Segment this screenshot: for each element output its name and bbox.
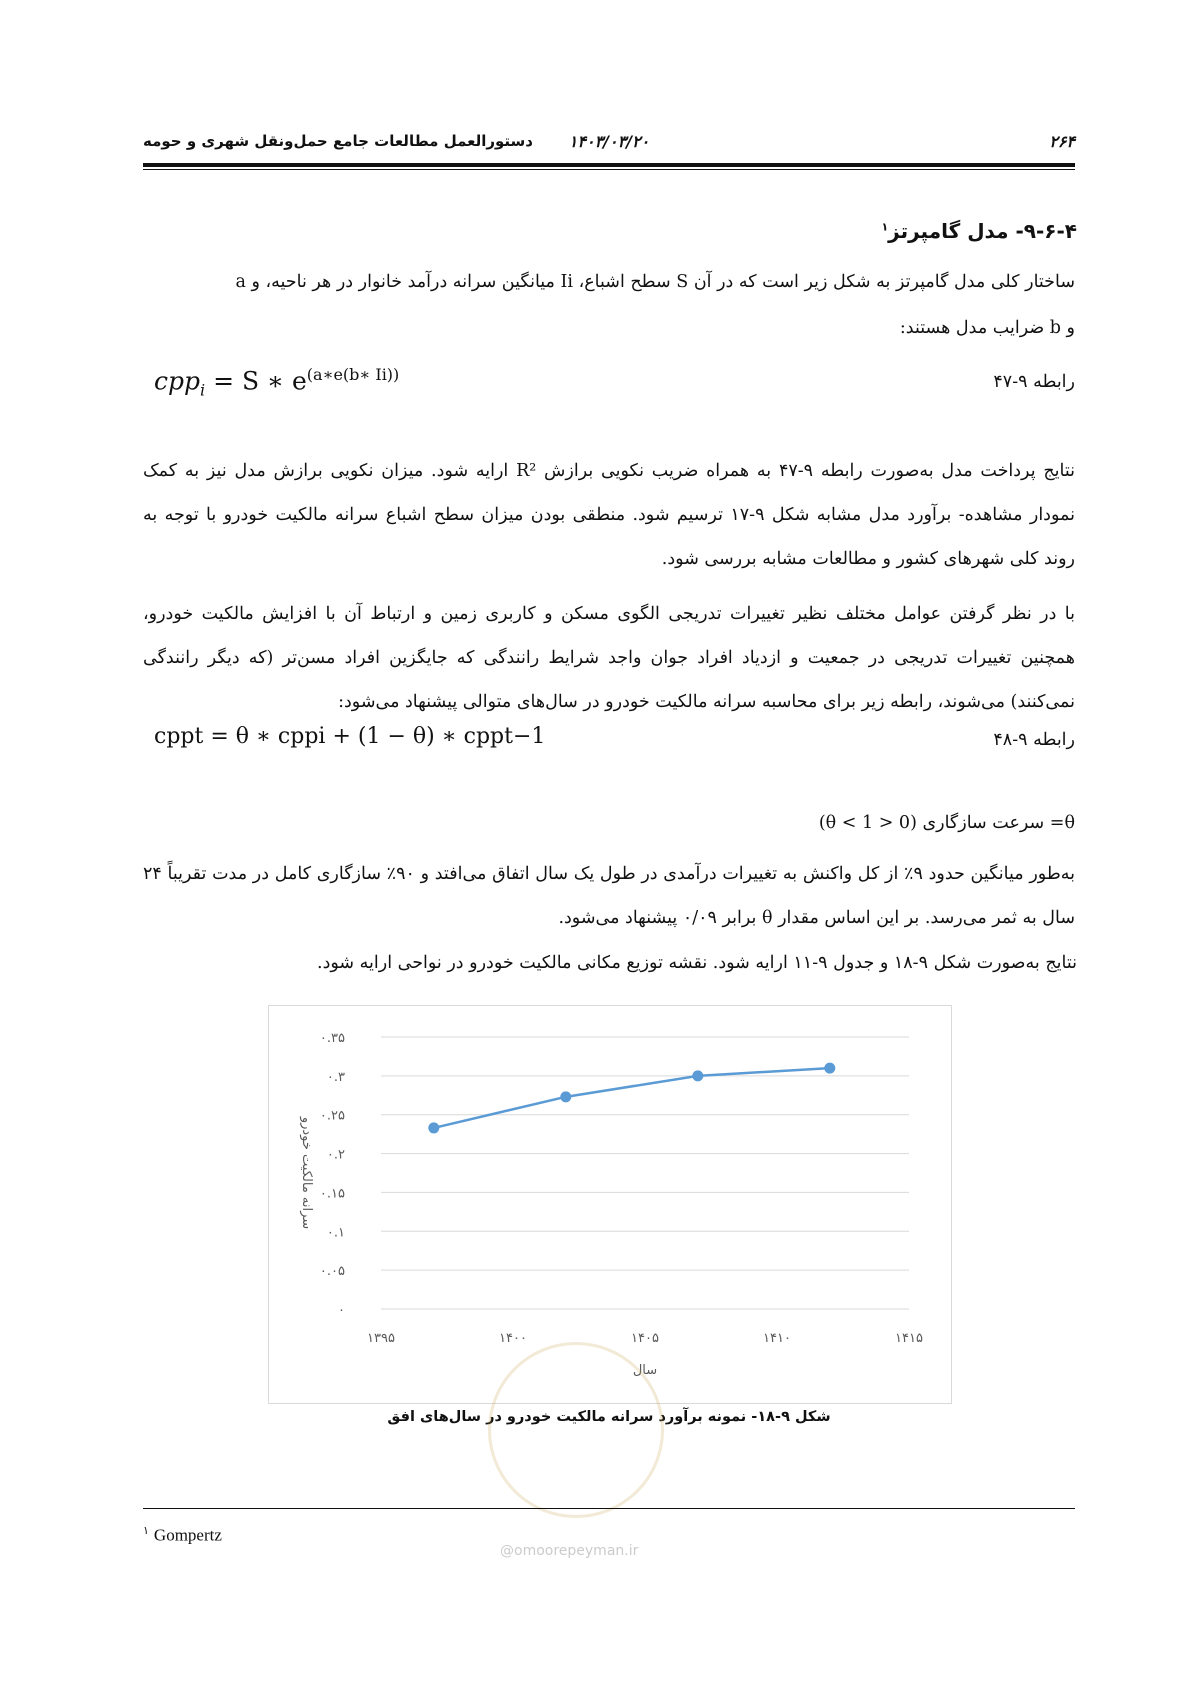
footnote-rule — [143, 1508, 1075, 1509]
watermark-seal — [488, 1342, 664, 1518]
y-tick-label: ۰.۳۵ — [319, 1031, 345, 1046]
paragraph-3: با در نظر گرفتن عوامل مختلف نظیر تغییرات تدریجی الگوی مسکن و کاربری زمین و ارتباط آن با افزایش مالکیت خودرو، همچنین تغییرات تدریجی در جمعیت و ازدیاد افراد جوان واجد شرایط رانندگی که جایگزین افراد مسن‌تر (که دیگر رانندگی نمی‌کنند) می‌شوند، رابطه زیر برای محاسبه سرانه مالکیت خودرو در سال‌های متوالی پیشنهاد می‌شود: — [143, 604, 1075, 712]
y-tick-label: ۰.۱ — [326, 1225, 345, 1241]
equation-48: cppt = θ ∗ cppi + (1 − θ) ∗ cppt−1 — [154, 724, 546, 749]
data-point — [824, 1063, 835, 1074]
y-tick-label: ۰.۲۵ — [319, 1108, 345, 1124]
section-heading — [881, 219, 1077, 243]
eq47-lhs: cpp — [154, 366, 201, 396]
series-line — [434, 1068, 830, 1128]
footnote-text: Gompertz — [153, 1525, 222, 1545]
footnote — [143, 1524, 222, 1546]
theta-definition: θ= سرعت سازگاری (0 < θ < 1) — [818, 813, 1075, 833]
paragraph-4: به‌طور میانگین حدود ۹٪ از کل واکنش به تغییرات درآمدی در طول یک سال اتفاق می‌افتد و ۹۰٪ سازگاری کامل در مدت تقریباً ۲۴ سال به ثمر می‌رسد. بر این اساس مقدار θ برابر ۰/۰۹ پیشنهاد می‌شود. — [143, 864, 1076, 928]
y-tick-label: ۰.۳ — [326, 1069, 345, 1085]
eq47-rhs: = S ∗ e — [213, 366, 307, 396]
footnote-mark: ۱ — [143, 1525, 149, 1537]
equation-48-label: رابطه ۹-۴۸ — [993, 730, 1075, 750]
equation-47-label: رابطه ۹-۴۷ — [993, 372, 1075, 392]
y-tick-label: ۰.۰۵ — [319, 1264, 345, 1280]
x-tick-label: ۱۴۱۵ — [895, 1331, 923, 1346]
header-rule — [143, 163, 1075, 167]
paragraph-1-line-1: ساختار کلی مدل گامپرتز به شکل زیر است که در آن S سطح اشباع، Ii میانگین سرانه درآمد خانوار در هر ناحیه، و a — [235, 272, 1075, 292]
header-date: ۱۴۰۳/۰۳/۲۰ — [568, 132, 650, 151]
page-header — [143, 128, 1075, 158]
paragraph-2: نتایج پرداخت مدل به‌صورت رابطه ۹-۴۷ به همراه ضریب نکویی برازش R² ارایه شود. میزان نکویی برازش مدل نیز به کمک نمودار مشاهده- برآورد مدل مشابه شکل ۹-۱۷ ترسیم شود. منطقی بودن میزان سطح اشباع سرانه مالکیت خودرو با توجه به روند کلی شهرهای کشور و مطالعات مشابه بررسی شود. — [143, 461, 1075, 569]
eq47-sub: i — [200, 380, 206, 400]
header-rule-thin — [143, 169, 1075, 170]
x-axis-label: سال — [632, 1363, 658, 1378]
y-tick-label: ۰.۱۵ — [319, 1186, 345, 1202]
header-title: دستورالعمل مطالعات جامع حمل‌ونقل شهری و حومه — [143, 132, 533, 150]
x-tick-label: ۱۴۰۰ — [499, 1331, 527, 1346]
data-point — [428, 1122, 439, 1133]
section-footnote-mark: ۱ — [881, 220, 889, 234]
eq47-exponent: (a∗e(b∗ Ii)) — [306, 365, 400, 384]
y-tick-label: ۰ — [338, 1303, 345, 1318]
line-chart — [269, 1006, 951, 1403]
x-tick-label: ۱۳۹۵ — [367, 1331, 395, 1346]
section-title: ۹-۶-۴- مدل گامپرتز — [888, 219, 1077, 243]
y-axis-label: سرانه مالکیت خودرو — [299, 1116, 314, 1230]
page-number: ۲۶۴ — [1049, 132, 1075, 151]
x-tick-label: ۱۴۱۰ — [763, 1331, 791, 1346]
y-tick-label: ۰.۲ — [326, 1147, 345, 1163]
data-point — [692, 1070, 703, 1081]
data-point — [560, 1091, 571, 1102]
chart-figure — [268, 1005, 952, 1404]
figure-caption: شکل ۹-۱۸- نمونه برآورد سرانه مالکیت خودرو در سال‌های افق — [387, 1409, 831, 1425]
x-tick-label: ۱۴۰۵ — [631, 1331, 659, 1346]
paragraph-1-line-2: و b ضرایب مدل هستند: — [899, 318, 1075, 338]
paragraph-5: نتایج به‌صورت شکل ۹-۱۸ و جدول ۹-۱۱ ارایه شود. نقشه توزیع مکانی مالکیت خودرو در نواحی ارایه شود. — [317, 953, 1077, 973]
watermark-site: @omoorepeyman.ir — [500, 1543, 639, 1559]
equation-47 — [154, 365, 399, 399]
